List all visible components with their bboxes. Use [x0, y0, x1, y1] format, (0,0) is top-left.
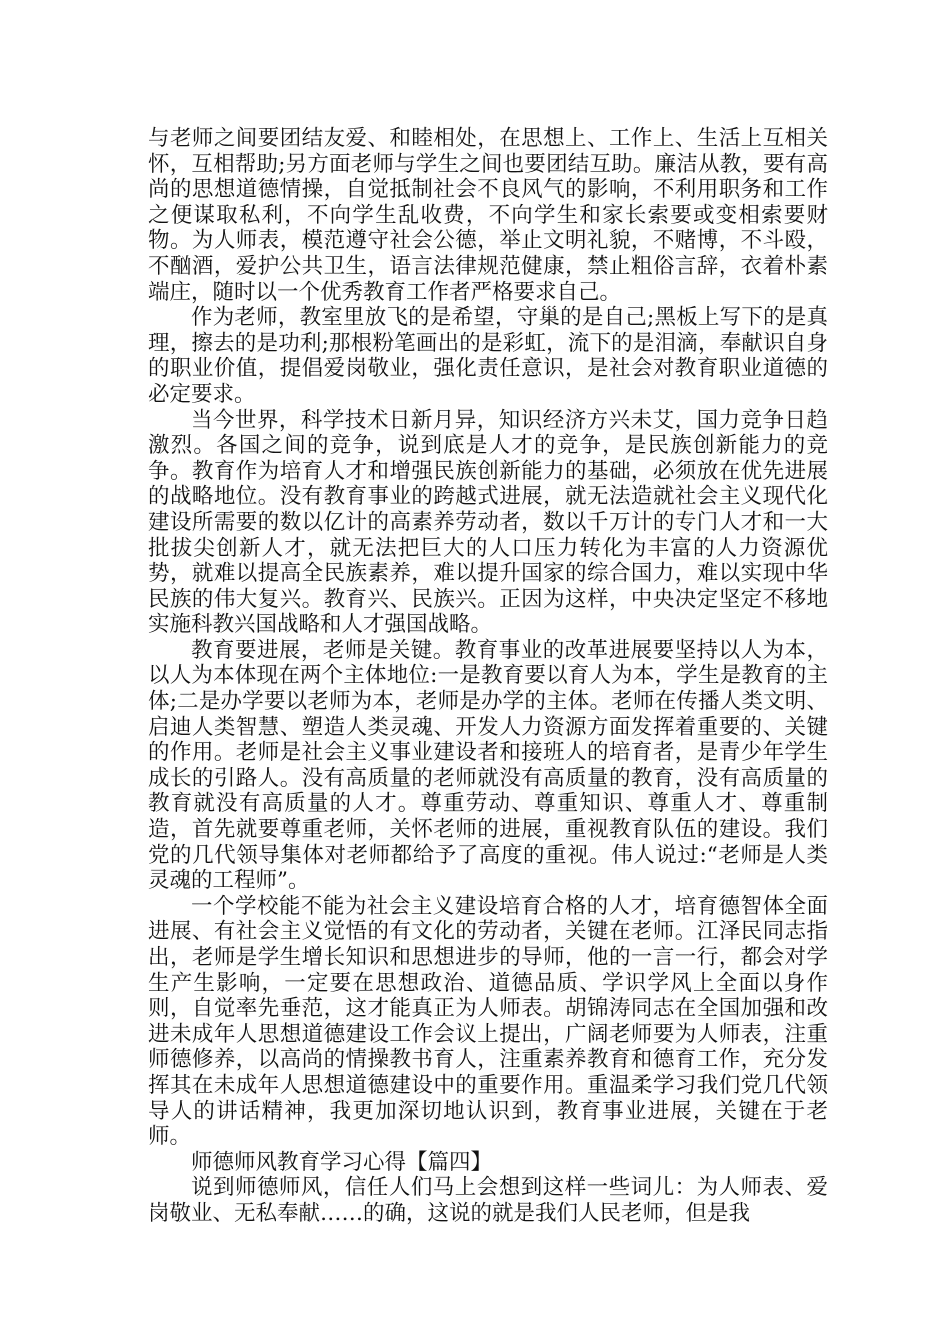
paragraph-2: 作为老师，教室里放飞的是希望，守巢的是自己;黑板上写下的是真理，擦去的是功利;那根粉笔画出的是彩虹，流下的是泪滴，奉献识自身的职业价值，提倡爱岗敬业，强化责任意识，是社会对教育职业道德的必定要求。: [148, 305, 828, 407]
paragraph-1: 与老师之间要团结友爱、和睦相处，在思想上、工作上、生活上互相关怀，互相帮助;另方面老师与学生之间也要团结互助。廉洁从教，要有高尚的思想道德情操，自觉抵制社会不良风气的影响，不利用职务和工作之便谋取私利，不向学生乱收费，不向学生和家长索要或变相索要财物。为人师表，模范遵守社会公德，举止文明礼貌，不赌博，不斗殴，不酗酒，爱护公共卫生，语言法律规范健康，禁止粗俗言辞，衣着朴素端庄，随时以一个优秀教育工作者严格要求自己。: [148, 126, 828, 305]
document-page: [148, 126, 828, 1227]
paragraph-3: 当今世界，科学技术日新月异，知识经济方兴未艾，国力竞争日趋激烈。各国之间的竞争，说到底是人才的竞争，是民族创新能力的竞争。教育作为培育人才和增强民族创新能力的基础，必须放在优先进展的战略地位。没有教育事业的跨越式进展，就无法造就社会主义现代化建设所需要的数以亿计的高素养劳动者，数以千万计的专门人才和一大批拔尖创新人才，就无法把巨大的人口压力转化为丰富的人力资源优势，就难以提高全民族素养，难以提升国家的综合国力，难以实现中华民族的伟大复兴。教育兴、民族兴。正因为这样，中央决定坚定不移地实施科教兴国战略和人才强国战略。: [148, 407, 828, 638]
section-heading: 师德师风教育学习心得【篇四】: [191, 1149, 493, 1175]
paragraph-5: 一个学校能不能为社会主义建设培育合格的人才，培育德智体全面进展、有社会主义觉悟的有文化的劳动者，关键在老师。江泽民同志指出，老师是学生增长知识和思想进步的导师，他的一言一行，都会对学生产生影响，一定要在思想政治、道德品质、学识学风上全面以身作则，自觉率先垂范，这才能真正为人师表。胡锦涛同志在全国加强和改进未成年人思想道德建设工作会议上提出，广阔老师要为人师表，注重师德修养，以高尚的情操教书育人，注重素养教育和德育工作，充分发挥其在未成年人思想道德建设中的重要作用。重温柔学习我们党几代领导人的讲话精神，我更加深切地认识到，教育事业进展，关键在于老师。: [148, 893, 828, 1150]
paragraph-4: 教育要进展，老师是关键。教育事业的改革进展要坚持以人为本，以人为本体现在两个主体地位:一是教育要以育人为本，学生是教育的主体;二是办学要以老师为本，老师是办学的主体。老师在传播人类文明、启迪人类智慧、塑造人类灵魂、开发人力资源方面发挥着重要的、关键的作用。老师是社会主义事业建设者和接班人的培育者，是青少年学生成长的引路人。没有高质量的老师就没有高质量的教育，没有高质量的教育就没有高质量的人才。尊重劳动、尊重知识、尊重人才、尊重制造，首先就要尊重老师，关怀老师的进展，重视教育队伍的建设。我们党的几代领导集体对老师都给予了高度的重视。伟人说过:“老师是人类灵魂的工程师”。: [148, 637, 828, 894]
paragraph-6: 说到师德师风，信任人们马上会想到这样一些词儿：为人师表、爱岗敬业、无私奉献……的确，这说的就是我们人民老师，但是我: [148, 1175, 828, 1226]
